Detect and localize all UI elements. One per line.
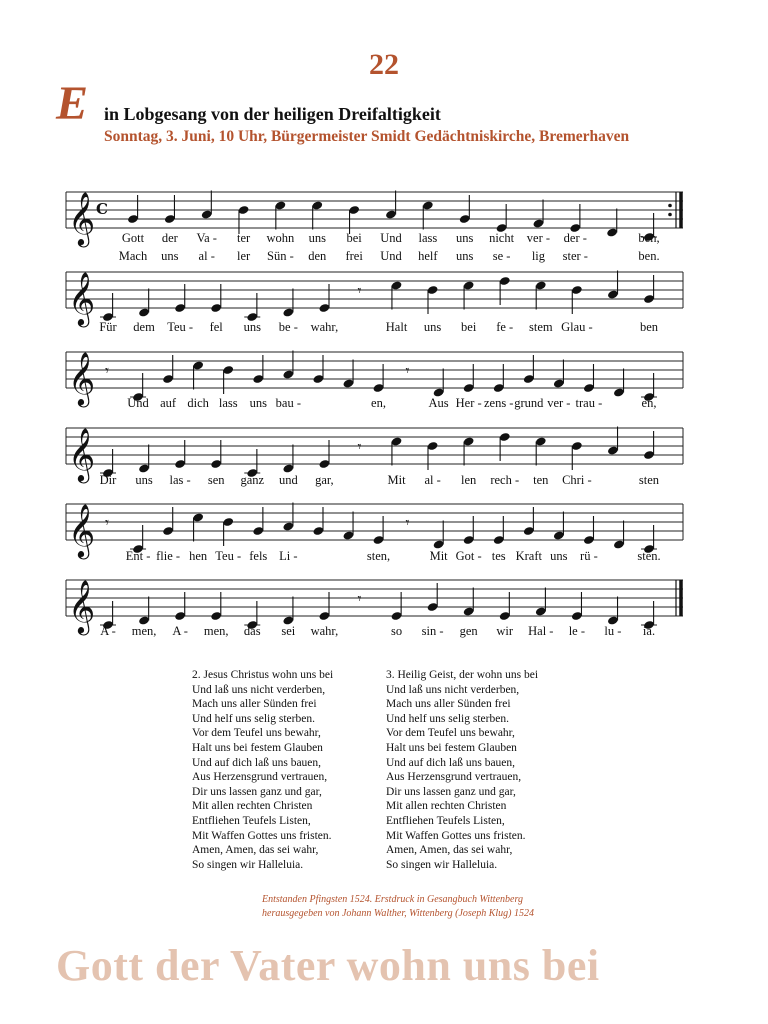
title-initial: E [56, 77, 89, 130]
time-signature: C [96, 200, 108, 218]
verse-line: Mit Waffen Gottes uns fristen. [386, 829, 526, 842]
verse-line: Vor dem Teufel uns bewahr, [386, 727, 515, 740]
lyric-syllable: se - [492, 249, 511, 263]
lyric-syllable: Teu - [167, 320, 194, 334]
verse-line: Und helf uns selig sterben. [386, 712, 509, 725]
lyric-syllable: tes [491, 549, 506, 563]
lyric-syllable: uns [135, 473, 153, 487]
lyric-syllable: bau - [275, 396, 302, 410]
verse-line: 2. Jesus Christus wohn uns bei [192, 669, 334, 681]
lyric-syllable: Glau - [561, 320, 593, 334]
lyric-syllable: bei [346, 231, 362, 245]
lyric-syllable: Mach [118, 249, 148, 263]
lyric-syllable: uns [249, 396, 267, 410]
verse-line: Mach uns aller Sünden frei [386, 698, 511, 711]
lyric-syllable: stem [528, 320, 553, 334]
repeat-dot [668, 204, 672, 208]
verse-line: Dir uns lassen ganz und gar, [192, 785, 322, 798]
eighth-rest: 𝄾 [357, 281, 362, 300]
lyric-syllable: ter [236, 231, 251, 245]
lyric-syllable: nicht [489, 231, 515, 245]
footer-title: Gott der Vater wohn uns bei [56, 941, 600, 990]
lyric-syllable: uns [456, 249, 474, 263]
verse-2 [192, 668, 333, 872]
lyric-syllable: uns [456, 231, 474, 245]
repeat-dot [668, 213, 672, 217]
lyric-syllable: zens - [483, 396, 514, 410]
verse-line: Dir uns lassen ganz und gar, [386, 785, 516, 798]
lyric-syllable: Mit [429, 549, 448, 563]
verse-line: Entfliehen Teufels Listen, [386, 814, 505, 827]
treble-clef: 𝄞 [68, 427, 96, 481]
lyric-syllable: fels [249, 549, 268, 563]
lyric-syllable: so [390, 624, 403, 638]
lyric-syllable: lass [218, 396, 238, 410]
lyric-syllable: Sün - [267, 249, 294, 263]
treble-clef: 𝄞 [68, 579, 96, 633]
lyric-syllable: lig [531, 249, 546, 263]
lyric-syllable: flie - [156, 549, 181, 563]
lyric-syllable: trau - [575, 396, 603, 410]
verse-line: Halt uns bei festem Glauben [192, 741, 323, 754]
treble-clef: 𝄞 [68, 191, 96, 245]
credit-line: herausgegeben von Johann Walther, Wittenberg (Joseph Klug) 1524 [262, 908, 534, 919]
lyric-syllable: Für [99, 320, 117, 334]
lyric-syllable: len [461, 473, 477, 487]
lyric-syllable: ben, [638, 231, 660, 245]
lyric-syllable: grund [514, 396, 544, 410]
lyric-syllable: al - [198, 249, 215, 263]
verse-line: 3. Heilig Geist, der wohn uns bei [386, 669, 539, 681]
lyric-syllable: Und [380, 231, 402, 245]
lyric-syllable: frei [345, 249, 363, 263]
verse-line: Und laß uns nicht verderben, [386, 683, 520, 696]
eighth-rest: 𝄾 [357, 589, 362, 608]
lyric-syllable: ver - [526, 231, 551, 245]
lyric-syllable: men, [131, 624, 157, 638]
lyric-syllable: Her - [455, 396, 482, 410]
verse-line: Vor dem Teufel uns bewahr, [192, 727, 321, 740]
lyric-syllable: Va - [196, 231, 217, 245]
treble-clef: 𝄞 [68, 271, 96, 325]
lyric-syllable: A - [172, 624, 188, 638]
lyric-syllable: sten. [637, 549, 661, 563]
lyric-syllable: und [278, 473, 298, 487]
lyric-syllable: sten [638, 473, 660, 487]
lyric-syllable: Und [380, 249, 402, 263]
lyric-syllable: wahr, [310, 320, 339, 334]
lyric-syllable: gen [459, 624, 478, 638]
lyric-syllable: Chri - [562, 473, 592, 487]
verse-line: Und laß uns nicht verderben, [192, 683, 326, 696]
credit-line: Entstanden Pfingsten 1524. Erstdruck in Gesangbuch Wittenberg [262, 894, 523, 905]
lyric-syllable: wir [496, 624, 514, 638]
lyric-syllable: en, [371, 396, 386, 410]
lyric-syllable: A - [100, 624, 116, 638]
treble-clef: 𝄞 [68, 503, 96, 557]
verse-line: Und auf dich laß uns bauen, [386, 756, 516, 769]
lyric-syllable: Dir [99, 473, 117, 487]
verse-3 [386, 668, 538, 872]
lyric-syllable: das [243, 624, 261, 638]
lyric-syllable: Li - [279, 549, 298, 563]
lyric-syllable: fel [209, 320, 223, 334]
lyric-syllable: Hal - [528, 624, 554, 638]
verse-line: Amen, Amen, das sei wahr, [386, 844, 513, 857]
lyric-syllable: uns [243, 320, 261, 334]
lyric-syllable: rü - [580, 549, 598, 563]
service-info: Sonntag, 3. Juni, 10 Uhr, Bürgermeister Smidt Gedächtniskirche, Bremerhaven [104, 128, 630, 145]
verse-line: Mit allen rechten Christen [192, 800, 313, 813]
lyric-syllable: ster - [562, 249, 588, 263]
lyric-syllable: lu - [604, 624, 622, 638]
lyric-syllable: uns [423, 320, 442, 334]
eighth-rest: 𝄾 [105, 361, 109, 380]
lyric-syllable: be - [278, 320, 298, 334]
lyric-syllable: en, [641, 396, 657, 410]
lyric-syllable: den [308, 249, 327, 263]
lyric-syllable: ten [533, 473, 549, 487]
lyric-syllable: Und [127, 396, 149, 410]
lyric-syllable: las - [169, 473, 191, 487]
verse-line: Aus Herzensgrund vertrauen, [192, 771, 328, 784]
lyric-syllable: ver - [547, 396, 571, 410]
lyric-syllable: fe - [496, 320, 514, 334]
eighth-rest: 𝄾 [357, 437, 362, 456]
lyric-syllable: dich [187, 396, 209, 410]
lyric-syllable: Halt [385, 320, 408, 334]
lyric-syllable: bei [461, 320, 477, 334]
lyric-syllable: gar, [315, 473, 334, 487]
lyric-syllable: lass [418, 231, 438, 245]
lyric-syllable: le - [568, 624, 586, 638]
lyric-syllable: Teu - [215, 549, 242, 563]
lyric-syllable: men, [203, 624, 229, 638]
lyric-syllable: ler [236, 249, 251, 263]
verse-line: Mit Waffen Gottes uns fristen. [192, 829, 332, 842]
lyric-syllable: ganz [240, 473, 265, 487]
verse-line: So singen wir Halleluia. [386, 858, 498, 871]
hymn-title: in Lobgesang von der heiligen Dreifaltigkeit [104, 104, 441, 124]
lyric-syllable: helf [418, 249, 438, 263]
verse-line: Amen, Amen, das sei wahr, [192, 844, 319, 857]
lyric-syllable: auf [160, 396, 177, 410]
eighth-rest: 𝄾 [405, 361, 410, 380]
lyric-syllable: uns [308, 231, 326, 245]
lyric-syllable: wohn [266, 231, 295, 245]
lyric-syllable: sen [207, 473, 225, 487]
verse-line: Aus Herzensgrund vertrauen, [386, 771, 522, 784]
lyric-syllable: dem [133, 320, 155, 334]
lyric-syllable: hen [189, 549, 208, 563]
lyric-syllable: sei [281, 624, 296, 638]
treble-clef: 𝄞 [68, 351, 96, 405]
eighth-rest: 𝄾 [405, 513, 410, 532]
lyric-syllable: al - [424, 473, 441, 487]
lyric-syllable: Aus [428, 396, 449, 410]
lyric-syllable: uns [161, 249, 179, 263]
verse-line: Und auf dich laß uns bauen, [192, 756, 322, 769]
lyric-syllable: uns [550, 549, 568, 563]
lyric-syllable: Ent - [125, 549, 151, 563]
lyric-syllable: wahr, [310, 624, 339, 638]
verse-line: Und helf uns selig sterben. [192, 712, 315, 725]
lyric-syllable: rech - [490, 473, 520, 487]
verse-line: Mach uns aller Sünden frei [192, 698, 317, 711]
lyric-syllable: Mit [387, 473, 406, 487]
lyric-syllable: ben [639, 320, 659, 334]
lyric-syllable: sin - [421, 624, 444, 638]
credits [262, 893, 534, 921]
verse-line: Mit allen rechten Christen [386, 800, 507, 813]
verse-line: So singen wir Halleluia. [192, 858, 304, 871]
lyric-syllable: der - [563, 231, 587, 245]
page-number: 22 [369, 48, 399, 81]
lyric-syllable: Kraft [515, 549, 542, 563]
lyric-syllable: Got - [455, 549, 482, 563]
verse-line: Halt uns bei festem Glauben [386, 741, 517, 754]
lyric-syllable: der [161, 231, 178, 245]
eighth-rest: 𝄾 [105, 513, 109, 532]
lyric-syllable: ia. [642, 624, 656, 638]
lyric-syllable: sten, [366, 549, 391, 563]
lyric-syllable: Gott [121, 231, 145, 245]
lyric-syllable: ben. [638, 249, 660, 263]
verse-line: Entfliehen Teufels Listen, [192, 814, 311, 827]
